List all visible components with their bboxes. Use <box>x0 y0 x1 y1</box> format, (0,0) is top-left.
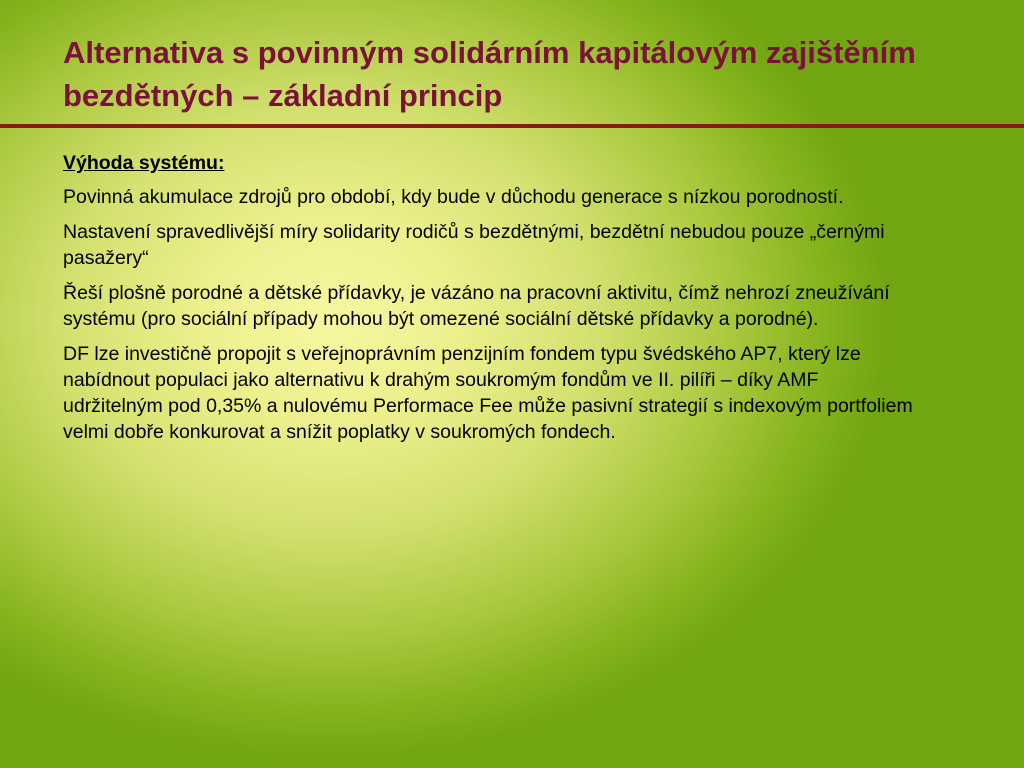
paragraph-2: Nastavení spravedlivější míry solidarity rodičů s bezdětnými, bezdětní nebudou pouze „černými pasažery“ <box>63 221 885 269</box>
paragraph-1: Povinná akumulace zdrojů pro období, kdy bude v důchodu generace s nízkou porodností. <box>63 186 844 208</box>
slide-body <box>63 150 923 454</box>
paragraph-4: DF lze investičně propojit s veřejnoprávním penzijním fondem typu švédského AP7, který lze nabídnout populaci jako alternativu k drahým soukromým fondům ve II. pilíři – díky AMF udržitelným pod 0,35% a nulovému Performace Fee může pasivní strategií s indexovým portfoliem velmi dobře konkurovat a snížit poplatky v soukromých fondech. <box>63 343 913 443</box>
slide-title: Alternativa s povinným solidárním kapitálovým zajištěním bezdětných – základní princip <box>63 35 916 113</box>
title-divider <box>0 124 1024 128</box>
section-heading: Výhoda systému: <box>63 152 225 174</box>
paragraph-3: Řeší plošně porodné a dětské přídavky, je vázáno na pracovní aktivitu, čímž nehrozí zneužívání systému (pro sociální případy mohou být omezené sociální dětské přídavky a porodné). <box>63 282 890 330</box>
